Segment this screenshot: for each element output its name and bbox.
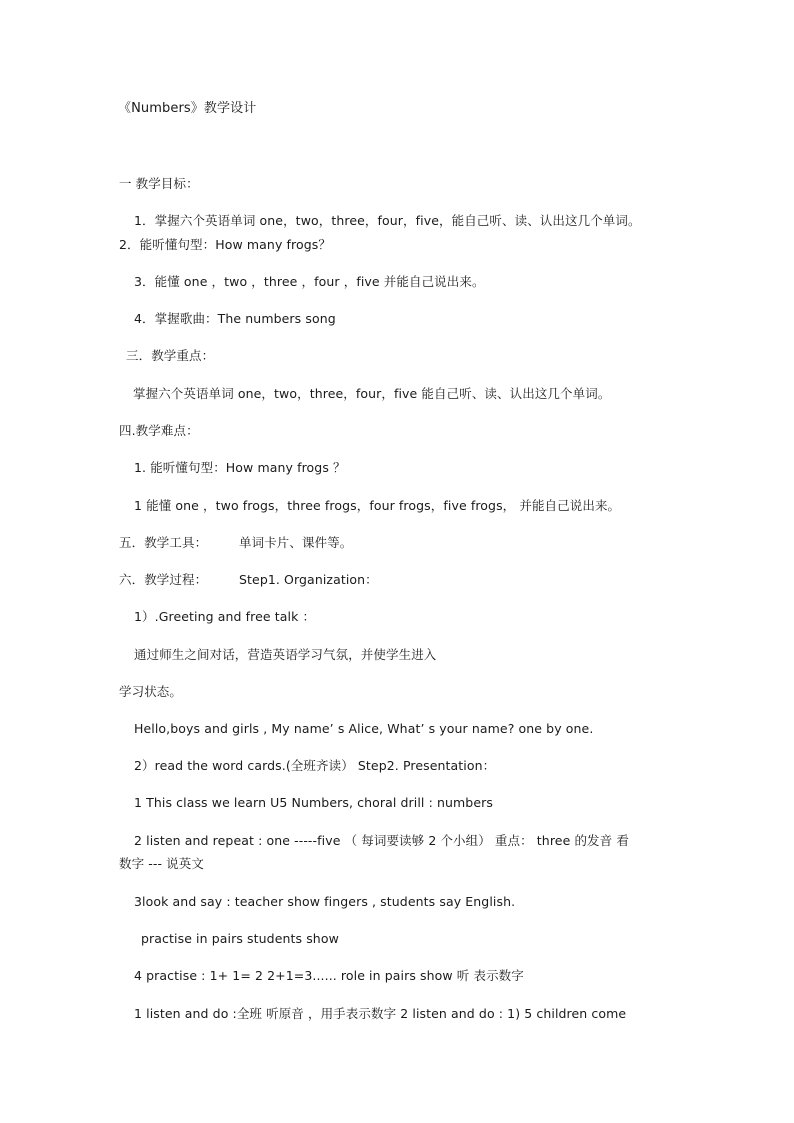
process-line-3: Hello,boys and girls , My name’ s Alice, What’ s your name? one by one. (134, 721, 594, 736)
difficulty-1: 1. 能听懂句型：How many frogs ？ (134, 460, 346, 475)
goal-3: 3．能懂 one ，two ，three ，four ，five 并能自己说出来。 (134, 274, 485, 289)
keypoints-text: 掌握六个英语单词 one，two，three，four，five 能自己听、读、认出这几个单词。 (133, 386, 611, 401)
process-heading: 六．教学过程： (119, 572, 208, 587)
process-line-7: 3look and say : teacher show fingers , students say English. (134, 894, 516, 909)
process-line-5: 1 This class we learn U5 Numbers, choral drill : numbers (134, 795, 493, 810)
keypoints-heading: 三．教学重点： (126, 348, 215, 363)
process-line-10: 1 listen and do :全班 听原音 ，用手表示数字 2 listen and do : 1) 5 children come (134, 1006, 627, 1021)
process-line-6a: 2 listen and repeat : one -----five （ 每词要读够 2 个小组） 重点： three 的发音 看 (134, 833, 629, 848)
process-line-2a: 通过师生之间对话，营造英语学习气氛，并使学生进入 (134, 647, 437, 662)
goals-heading: 一 教学目标： (119, 176, 199, 191)
process-step1: Step1. Organization： (239, 572, 378, 587)
process-line-4: 2）read the word cards.(全班齐读） Step2. Presentation： (134, 758, 496, 773)
tools-heading: 五．教学工具： (119, 535, 208, 550)
goal-4: 4．掌握歌曲：The numbers song (134, 311, 336, 326)
process-line-9: 4 practise : 1+ 1= 2 2+1=3...... role in pairs show 听 表示数字 (134, 968, 524, 983)
process-line-2b: 学习状态。 (119, 684, 183, 699)
tools-text: 单词卡片、课件等。 (239, 535, 353, 550)
goal-2: 2．能听懂句型：How many frogs？ (119, 237, 331, 252)
goal-1: 1．掌握六个英语单词 one，two，three，four，five，能自己听、读、认出这几个单词。 (134, 213, 641, 228)
process-line-8: practise in pairs students show (141, 931, 339, 946)
process-line-6b: 数字 --- 说英文 (119, 856, 204, 871)
difficulty-2: 1 能懂 one ，two frogs，three frogs，four frogs，five frogs， 并能自己说出来。 (134, 498, 621, 513)
process-line-1: 1）.Greeting and free talk ： (134, 609, 316, 624)
document-title: 《Numbers》教学设计 (118, 101, 257, 116)
difficulties-heading: 四.教学难点： (119, 423, 199, 438)
